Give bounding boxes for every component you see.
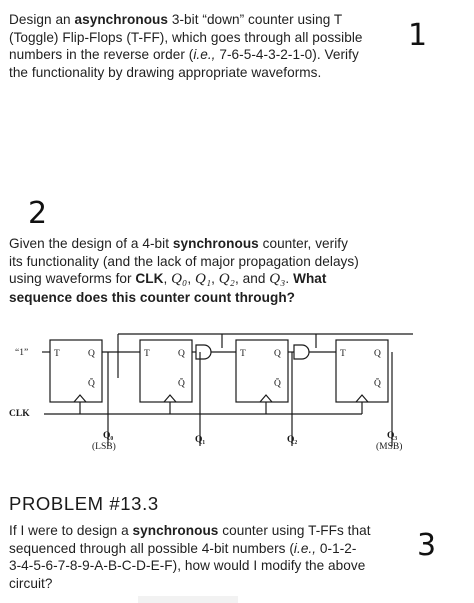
q2-keyword-what: What bbox=[293, 271, 327, 286]
q2-line-1 bbox=[9, 235, 359, 253]
q2-line3-pre: using waveforms for bbox=[9, 271, 136, 286]
lsb-label: (LSB) bbox=[92, 442, 116, 452]
output-q0: Q₀ bbox=[103, 431, 114, 441]
q2-q1: Q₁ bbox=[194, 271, 212, 287]
p-ie: i.e., bbox=[293, 540, 317, 556]
q1-ie: i.e., bbox=[193, 47, 216, 62]
q2-q3: Q₃ bbox=[269, 271, 286, 287]
bottom-smudge bbox=[138, 596, 238, 603]
q2-line4-bold: sequence does this counter count through? bbox=[9, 289, 296, 305]
q2-sep-3: , bbox=[211, 271, 219, 286]
q2-line1-post: counter, verify bbox=[258, 236, 348, 251]
q1-line-3 bbox=[9, 46, 363, 64]
p-line-4: circuit? bbox=[9, 575, 53, 591]
clk-triangle-0 bbox=[74, 395, 86, 402]
p-line1-pre: If I were to design a bbox=[9, 523, 133, 538]
clk-triangle-3 bbox=[356, 395, 368, 402]
p-line2-post: 0-1-2- bbox=[316, 540, 357, 556]
q1-line3-pre: numbers in the reverse order ( bbox=[9, 47, 194, 62]
msb-label: (MSB) bbox=[376, 442, 403, 452]
q2-sep-1: , bbox=[163, 271, 172, 286]
q1-line-4: the functionality by drawing appropriate waveforms. bbox=[9, 64, 322, 80]
q2-line-2: its functionality (and the lack of major propagation delays) bbox=[9, 253, 359, 269]
p-keyword-synchronous: synchronous bbox=[132, 523, 219, 538]
q2-line-4 bbox=[9, 289, 359, 307]
and-gate-2 bbox=[294, 345, 309, 359]
question-number-2: 2 bbox=[28, 196, 48, 231]
q2-line-3 bbox=[9, 270, 359, 289]
tff1-q: Q bbox=[178, 349, 185, 359]
counter-circuit-diagram bbox=[0, 318, 474, 458]
tff0-qbar: Q̄ bbox=[88, 379, 95, 389]
q1-line1-pre: Design an bbox=[9, 12, 75, 27]
clk-label: CLK bbox=[9, 409, 30, 419]
and-gate-1 bbox=[196, 345, 211, 359]
q2-line1-pre: Given the design of a 4-bit bbox=[9, 236, 173, 251]
q1-line-1 bbox=[9, 11, 363, 29]
tff3-qbar: Q̄ bbox=[374, 379, 381, 389]
q2-keyword-synchronous: synchronous bbox=[172, 236, 259, 251]
question-2-text bbox=[9, 235, 359, 306]
tff2-qbar: Q̄ bbox=[274, 379, 281, 389]
problem-heading: PROBLEM #13.3 bbox=[9, 493, 159, 514]
p-line2-pre: sequenced through all possible 4-bit numbers ( bbox=[9, 540, 294, 556]
tff3-t: T bbox=[340, 349, 346, 359]
p-line-3: 3-4-5-6-7-8-9-A-B-C-D-E-F), how would I modify the above bbox=[9, 558, 366, 573]
q2-sep-4: , and bbox=[234, 271, 270, 286]
clk-triangle-1 bbox=[164, 395, 176, 402]
output-q2: Q₂ bbox=[287, 435, 298, 445]
question-number-1: 1 bbox=[408, 18, 428, 53]
tff1-t: T bbox=[144, 349, 150, 359]
output-q3: Q₃ bbox=[387, 431, 398, 441]
q2-q2: Q₂ bbox=[218, 271, 235, 287]
q2-line3-end: . bbox=[285, 271, 294, 286]
p-line-2 bbox=[9, 540, 371, 558]
problem-text bbox=[9, 522, 371, 592]
one-label: “1” bbox=[15, 348, 29, 358]
q2-q0: Q₀ bbox=[171, 271, 188, 287]
p-line1-post: counter using T-FFs that bbox=[218, 523, 371, 538]
p-line-1 bbox=[9, 522, 371, 540]
q2-keyword-clk: CLK bbox=[135, 271, 164, 286]
q1-keyword-asynchronous: asynchronous bbox=[74, 12, 169, 27]
tff3-q: Q bbox=[374, 349, 381, 359]
tff0-q: Q bbox=[88, 349, 95, 359]
q1-line3-post: 7-6-5-4-3-2-1-0). Verify bbox=[215, 47, 359, 62]
q2-sep-2: , bbox=[187, 271, 195, 286]
question-1-text bbox=[9, 11, 363, 81]
clk-triangle-2 bbox=[260, 395, 272, 402]
tff2-q: Q bbox=[274, 349, 281, 359]
q1-line-2: (Toggle) Flip-Flops (T-FF), which goes through all possible bbox=[9, 29, 363, 45]
output-q1: Q₁ bbox=[195, 435, 206, 445]
question-number-3: 3 bbox=[417, 528, 437, 563]
tff1-qbar: Q̄ bbox=[178, 379, 185, 389]
tff0-t: T bbox=[54, 349, 60, 359]
tff2-t: T bbox=[240, 349, 246, 359]
q1-line1-post: 3-bit “down” counter using T bbox=[168, 12, 343, 27]
